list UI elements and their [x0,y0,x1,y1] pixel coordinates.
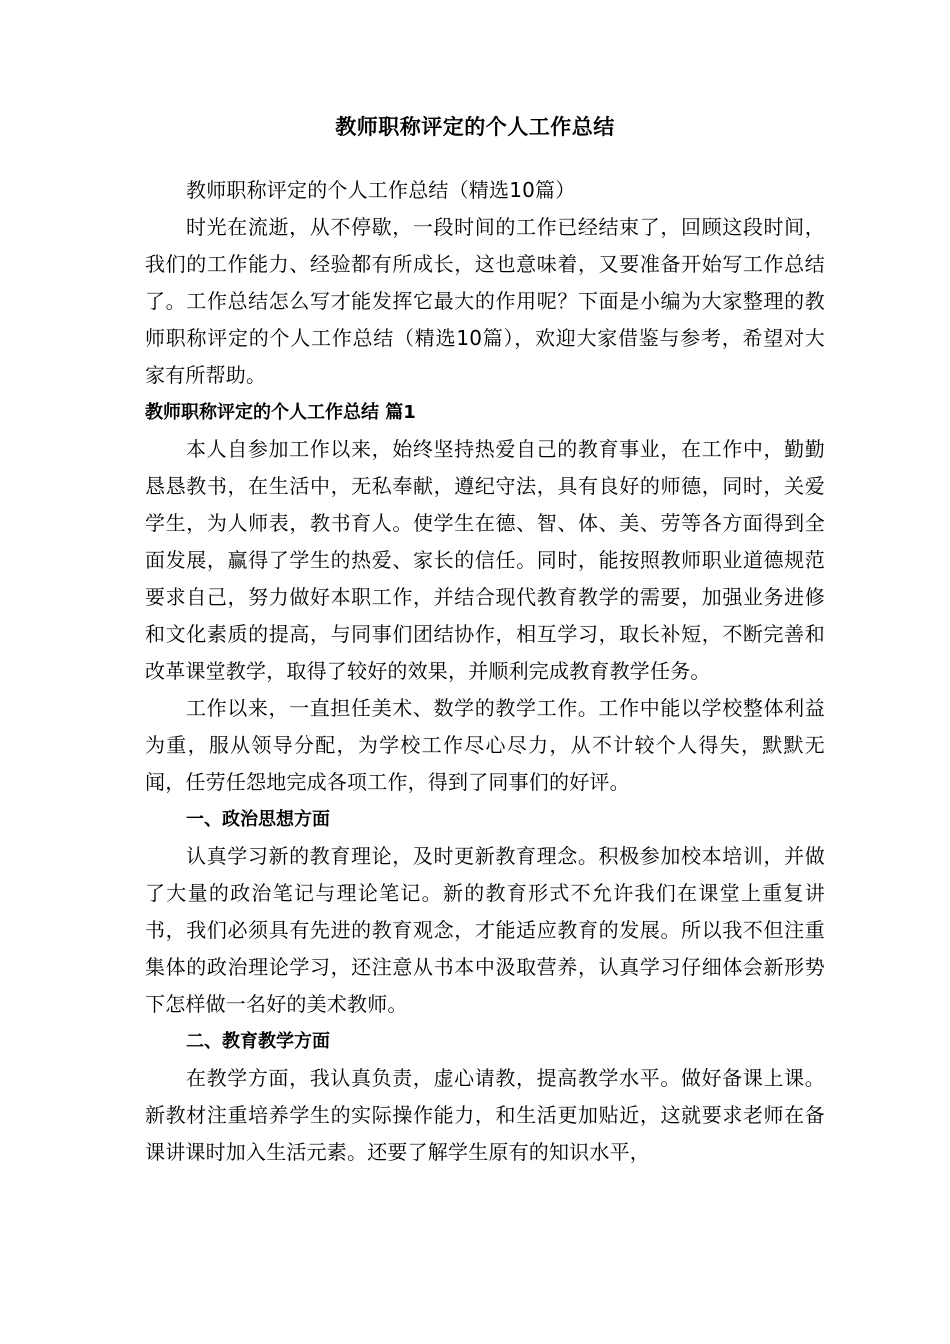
subsection-paragraph-politics: 认真学习新的教育理论，及时更新教育理念。积极参加校本培训，并做了大量的政治笔记与理论笔记。新的教育形式不允许我们在课堂上重复讲书，我们必须具有先进的教育观念，才能适应教育的发展。所以我不但注重集体的政治理论学习，还注意从书本中汲取营养，认真学习仔细体会新形势下怎样做一名好的美术教师。 [145,844,825,1016]
section-heading: 教师职称评定的个人工作总结 篇1 [145,402,416,423]
subsection-heading-politics: 一、政治思想方面 [186,809,330,830]
document-body [145,172,825,1171]
section-paragraph-1: 本人自参加工作以来，始终坚持热爱自己的教育事业，在工作中，勤勤恳恳教书，在生活中，无私奉献，遵纪守法，具有良好的师德，同时，关爱学生，为人师表，教书育人。使学生在德、智、体、美、劳等各方面得到全面发展，赢得了学生的热爱、家长的信任。同时，能按照教师职业道德规范要求自己，努力做好本职工作，并结合现代教育教学的需要，加强业务进修和文化素质的提高，与同事们团结协作，相互学习，取长补短，不断完善和改革课堂教学，取得了较好的效果，并顺利完成教育教学任务。 [145,437,825,683]
intro-paragraph: 时光在流逝，从不停歇，一段时间的工作已经结束了，回顾这段时间，我们的工作能力、经验都有所成长，这也意味着，又要准备开始写工作总结了。工作总结怎么写才能发挥它最大的作用呢？下面是小编为大家整理的教师职称评定的个人工作总结（精选10篇），欢迎大家借鉴与参考，希望对大家有所帮助。 [145,215,825,387]
document-title: 教师职称评定的个人工作总结 [335,115,615,139]
subsection-paragraph-teaching: 在教学方面，我认真负责，虚心请教，提高教学水平。做好备课上课。新教材注重培养学生的实际操作能力，和生活更加贴近，这就要求老师在备课讲课时加入生活元素。还要了解学生原有的知识水平， [145,1066,825,1164]
subsection-heading-teaching: 二、教育教学方面 [186,1031,330,1052]
section-paragraph-2: 工作以来，一直担任美术、数学的教学工作。工作中能以学校整体利益为重，服从领导分配，为学校工作尽心尽力，从不计较个人得失，默默无闻，任劳任怨地完成各项工作，得到了同事们的好评。 [145,696,825,794]
document-subtitle: 教师职称评定的个人工作总结（精选10篇） [186,178,576,202]
